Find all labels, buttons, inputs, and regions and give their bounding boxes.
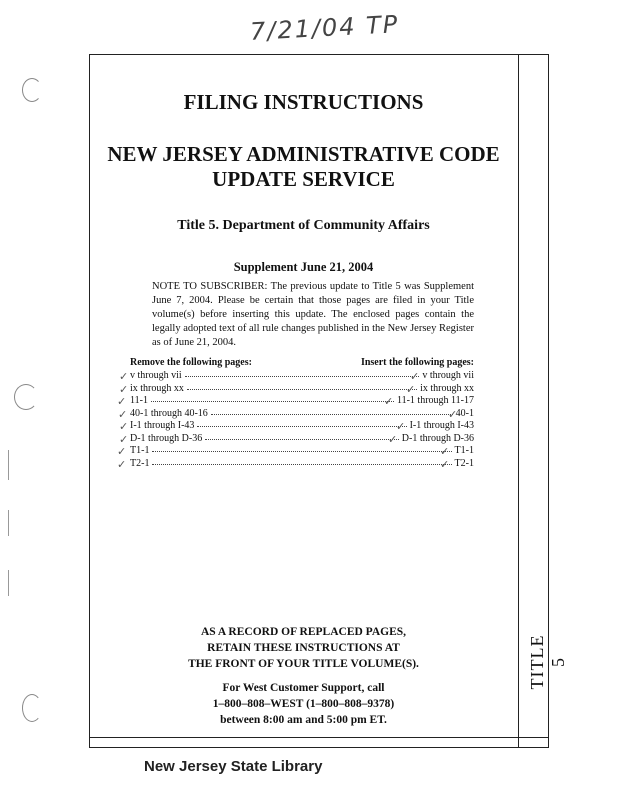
record-line: THE FRONT OF YOUR TITLE VOLUME(S). (188, 658, 419, 670)
insert-pages: 11-1 through 11-17 (396, 395, 474, 406)
page-row (130, 445, 474, 458)
page-row (130, 420, 474, 433)
code-title-line2: UPDATE SERVICE (212, 167, 395, 191)
check-mark-icon: ✓ (117, 445, 127, 458)
insert-pages: D-1 through D-36 (401, 432, 474, 444)
page-row (130, 433, 474, 446)
remove-pages: T1-1 (130, 445, 150, 456)
spine-label: TITLE 5 (527, 634, 568, 690)
page-row (130, 458, 474, 471)
check-mark-icon: ✓ (119, 383, 129, 396)
remove-pages: ix through xx (130, 382, 184, 394)
leader-dots (187, 388, 417, 390)
leader-dots (185, 375, 420, 377)
check-mark-icon: ✓ (119, 433, 129, 446)
check-mark-icon: ✓ (117, 458, 127, 471)
leader-dots (152, 450, 451, 452)
remove-header: Remove the following pages: (130, 357, 252, 368)
library-stamp: New Jersey State Library (144, 758, 323, 775)
remove-pages: 40-1 through 40-16 (130, 407, 208, 419)
check-mark-icon: ✓ (384, 395, 394, 408)
insert-pages: T1-1 (454, 445, 474, 456)
leader-dots (211, 413, 453, 415)
leader-dots (197, 425, 406, 427)
supplement-date: Supplement June 21, 2004 (233, 260, 374, 274)
check-mark-icon: ✓ (388, 433, 398, 446)
insert-pages: 40-1 (455, 407, 474, 419)
check-mark-icon: ✓ (396, 420, 406, 433)
record-instructions (89, 624, 518, 672)
binder-hole-mark-middle (14, 384, 38, 410)
check-mark-icon: ✓ (117, 395, 127, 408)
page-list-header (130, 357, 474, 368)
leader-dots (151, 400, 394, 402)
remove-pages: I-1 through I-43 (130, 420, 195, 431)
subscriber-note-text: NOTE TO SUBSCRIBER: The previous update to Title 5 was Supplement June 7, 2004. Please be certain that those pages are filed in your Title volume(s) before inserting this update. The enclosed pages contain the legally adopted text of all rule changes published in the New Jersey Register as of June 21, 2004. (152, 281, 474, 348)
title-line: Title 5. Department of Community Affairs (177, 218, 430, 233)
bottom-rule (89, 737, 549, 738)
record-line: RETAIN THESE INSTRUCTIONS AT (207, 642, 400, 654)
insert-pages: T2-1 (454, 457, 474, 469)
page-heading: FILING INSTRUCTIONS (183, 90, 424, 114)
support-line: For West Customer Support, call (222, 682, 385, 694)
check-mark-icon: ✓ (448, 408, 458, 421)
spine-divider (518, 54, 519, 748)
check-mark-icon: ✓ (440, 458, 450, 471)
page-row (130, 395, 474, 408)
margin-scan-line (8, 450, 9, 480)
record-line: AS A RECORD OF REPLACED PAGES, (200, 626, 407, 638)
remove-pages: 11-1 (130, 395, 148, 406)
page-row (130, 408, 474, 421)
page-row (130, 383, 474, 396)
support-hours: between 8:00 am and 5:00 pm ET. (220, 714, 387, 726)
remove-pages: v through vii (130, 370, 182, 381)
binder-hole-mark-top (22, 78, 42, 102)
check-mark-icon: ✓ (440, 445, 450, 458)
margin-scan-line (8, 510, 9, 536)
leader-dots (152, 463, 451, 465)
check-mark-icon: ✓ (119, 420, 129, 433)
insert-pages: v through vii (422, 370, 474, 381)
check-mark-icon: ✓ (119, 370, 129, 383)
page-row (130, 370, 474, 383)
remove-pages: D-1 through D-36 (130, 432, 203, 444)
page-replacement-list (130, 357, 474, 470)
insert-pages: ix through xx (420, 382, 474, 394)
support-phone: 1–800–808–WEST (1–800–808–9378) (212, 698, 395, 710)
handwritten-date-note: 7/21/04 TP (249, 10, 400, 46)
leader-dots (205, 438, 399, 440)
binder-hole-mark-bottom (22, 694, 42, 722)
code-title (89, 142, 518, 192)
check-mark-icon: ✓ (410, 370, 420, 383)
margin-scan-line (8, 570, 9, 596)
remove-pages: T2-1 (130, 457, 150, 469)
insert-header: Insert the following pages: (360, 357, 474, 368)
check-mark-icon: ✓ (406, 383, 416, 396)
insert-pages: I-1 through I-43 (409, 420, 474, 431)
customer-support-info (89, 680, 518, 728)
check-mark-icon: ✓ (118, 408, 128, 421)
subscriber-note (130, 280, 474, 350)
code-title-line1: NEW JERSEY ADMINISTRATIVE CODE (107, 142, 500, 166)
